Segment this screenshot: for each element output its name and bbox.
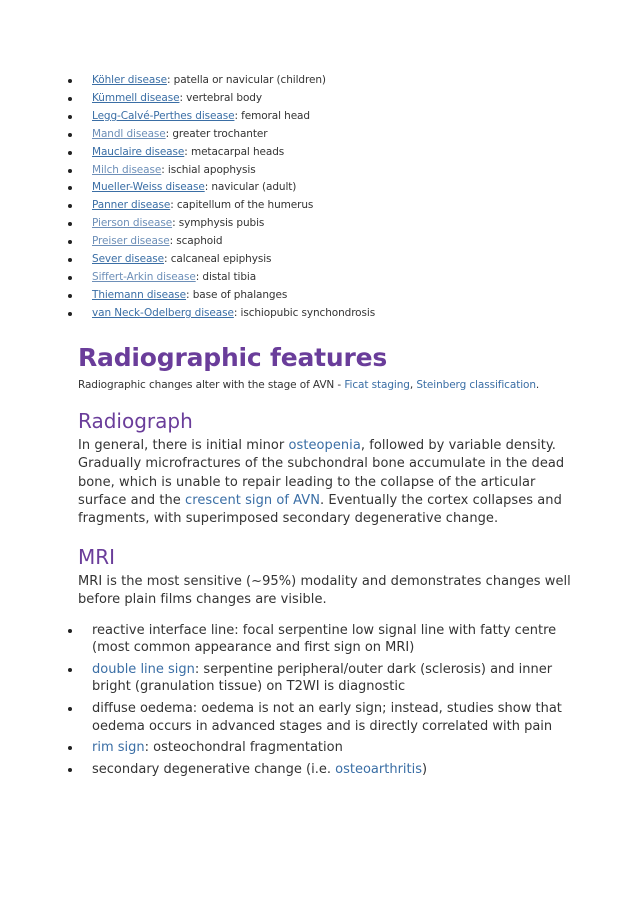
radiograph-text: . Eventually the cortex collapses and fragments, with superimposed secondary degenerative change. <box>78 492 562 527</box>
list-item-desc: : symphysis pubis <box>172 217 265 230</box>
list-item-text: ) <box>422 761 428 777</box>
list-item-text: secondary degenerative change (i.e. <box>92 761 336 777</box>
list-item <box>78 72 578 90</box>
link-mauclaire-disease[interactable]: Mauclaire disease <box>92 145 185 158</box>
list-item-desc: : distal tibia <box>195 270 257 283</box>
link-van-neck-odelberg-disease[interactable]: van Neck-Odelberg disease <box>92 306 234 319</box>
list-item <box>78 305 578 323</box>
intro-text: Radiographic changes alter with the stage of AVN - <box>78 378 345 391</box>
subsection-title-mri: MRI <box>78 544 116 569</box>
list-item-desc: : ischial apophysis <box>161 163 256 176</box>
link-thiemann-disease[interactable]: Thiemann disease <box>92 288 187 301</box>
list-item <box>78 233 578 251</box>
list-item <box>78 661 578 696</box>
mri-findings-list <box>78 622 578 779</box>
link-siffert-arkin-disease[interactable]: Siffert-Arkin disease <box>92 270 196 283</box>
link-mueller-weiss-disease[interactable]: Mueller-Weiss disease <box>92 181 205 194</box>
link-osteoarthritis[interactable]: osteoarthritis <box>335 761 423 777</box>
link-milch-disease[interactable]: Milch disease <box>92 163 162 176</box>
link-steinberg-classification[interactable]: Steinberg classification <box>416 378 536 391</box>
list-item-desc: : greater trochanter <box>165 127 268 140</box>
list-item-text: : serpentine peripheral/outer dark (sclerosis) and inner bright (granulation tissue) on T2WI is diagnostic <box>92 661 553 695</box>
intro-suffix: . <box>535 378 540 391</box>
subsection-title-radiograph: Radiograph <box>78 408 193 433</box>
mri-intro: MRI is the most sensitive (~95%) modality and demonstrates changes well before plain films changes are visible. <box>78 573 571 608</box>
list-item: reactive interface line: focal serpentine low signal line with fatty centre (most common appearance and first sign on MRI) <box>78 622 578 657</box>
list-item: diffuse oedema: oedema is not an early sign; instead, studies show that oedema occurs in advanced stages and is directly correlated with pain <box>78 700 578 735</box>
list-item <box>78 90 578 108</box>
list-item <box>78 739 578 757</box>
link-mandl-disease[interactable]: Mandl disease <box>92 127 166 140</box>
list-item-desc: : navicular (adult) <box>204 181 297 194</box>
link-crescent-sign[interactable]: crescent sign of AVN <box>185 492 320 508</box>
list-item <box>78 761 578 779</box>
section-title-radiographic-features: Radiographic features <box>78 342 388 372</box>
radiographic-intro <box>78 377 578 393</box>
list-item-desc: : vertebral body <box>179 91 262 104</box>
link-preiser-disease[interactable]: Preiser disease <box>92 235 170 248</box>
link-ficat-staging[interactable]: Ficat staging <box>344 378 410 391</box>
list-item-desc: : capitellum of the humerus <box>170 199 314 212</box>
list-item-desc: : base of phalanges <box>186 288 288 301</box>
list-item <box>78 179 578 197</box>
list-item <box>78 269 578 287</box>
list-item-desc: : femoral head <box>234 109 310 122</box>
document-page <box>78 72 578 782</box>
link-kohler-disease[interactable]: Köhler disease <box>92 74 167 86</box>
link-pierson-disease[interactable]: Pierson disease <box>92 217 173 230</box>
link-osteopenia[interactable]: osteopenia <box>288 437 361 453</box>
link-legg-calve-perthes-disease[interactable]: Legg-Calvé-Perthes disease <box>92 109 235 122</box>
list-item-text: : osteochondral fragmentation <box>144 740 343 756</box>
link-sever-disease[interactable]: Sever disease <box>92 253 165 266</box>
list-item <box>78 108 578 126</box>
list-item <box>78 144 578 162</box>
radiograph-text: , followed by variable density. Gradually microfractures of the subchondral bone accumulate in the dead bone, which is unable to repair leading to the collapse of the articular surface and the <box>78 437 565 508</box>
list-item-desc: : scaphoid <box>169 235 223 248</box>
link-kummell-disease[interactable]: Kümmell disease <box>92 91 180 104</box>
link-rim-sign[interactable]: rim sign <box>92 740 145 756</box>
list-item <box>78 126 578 144</box>
list-item <box>78 251 578 269</box>
link-double-line-sign[interactable]: double line sign <box>92 661 195 677</box>
intro-separator: , <box>409 378 417 391</box>
radiograph-text: In general, there is initial minor <box>78 437 289 453</box>
list-item-desc: : metacarpal heads <box>184 145 285 158</box>
link-panner-disease[interactable]: Panner disease <box>92 199 171 212</box>
list-item <box>78 162 578 180</box>
list-item <box>78 197 578 215</box>
list-item <box>78 215 578 233</box>
list-item <box>78 287 578 305</box>
radiograph-paragraph <box>78 437 578 529</box>
list-item-desc: : patella or navicular (children) <box>166 74 326 86</box>
eponym-list <box>78 72 578 323</box>
list-item-desc: : calcaneal epiphysis <box>164 253 272 266</box>
list-item-desc: : ischiopubic synchondrosis <box>233 306 376 319</box>
